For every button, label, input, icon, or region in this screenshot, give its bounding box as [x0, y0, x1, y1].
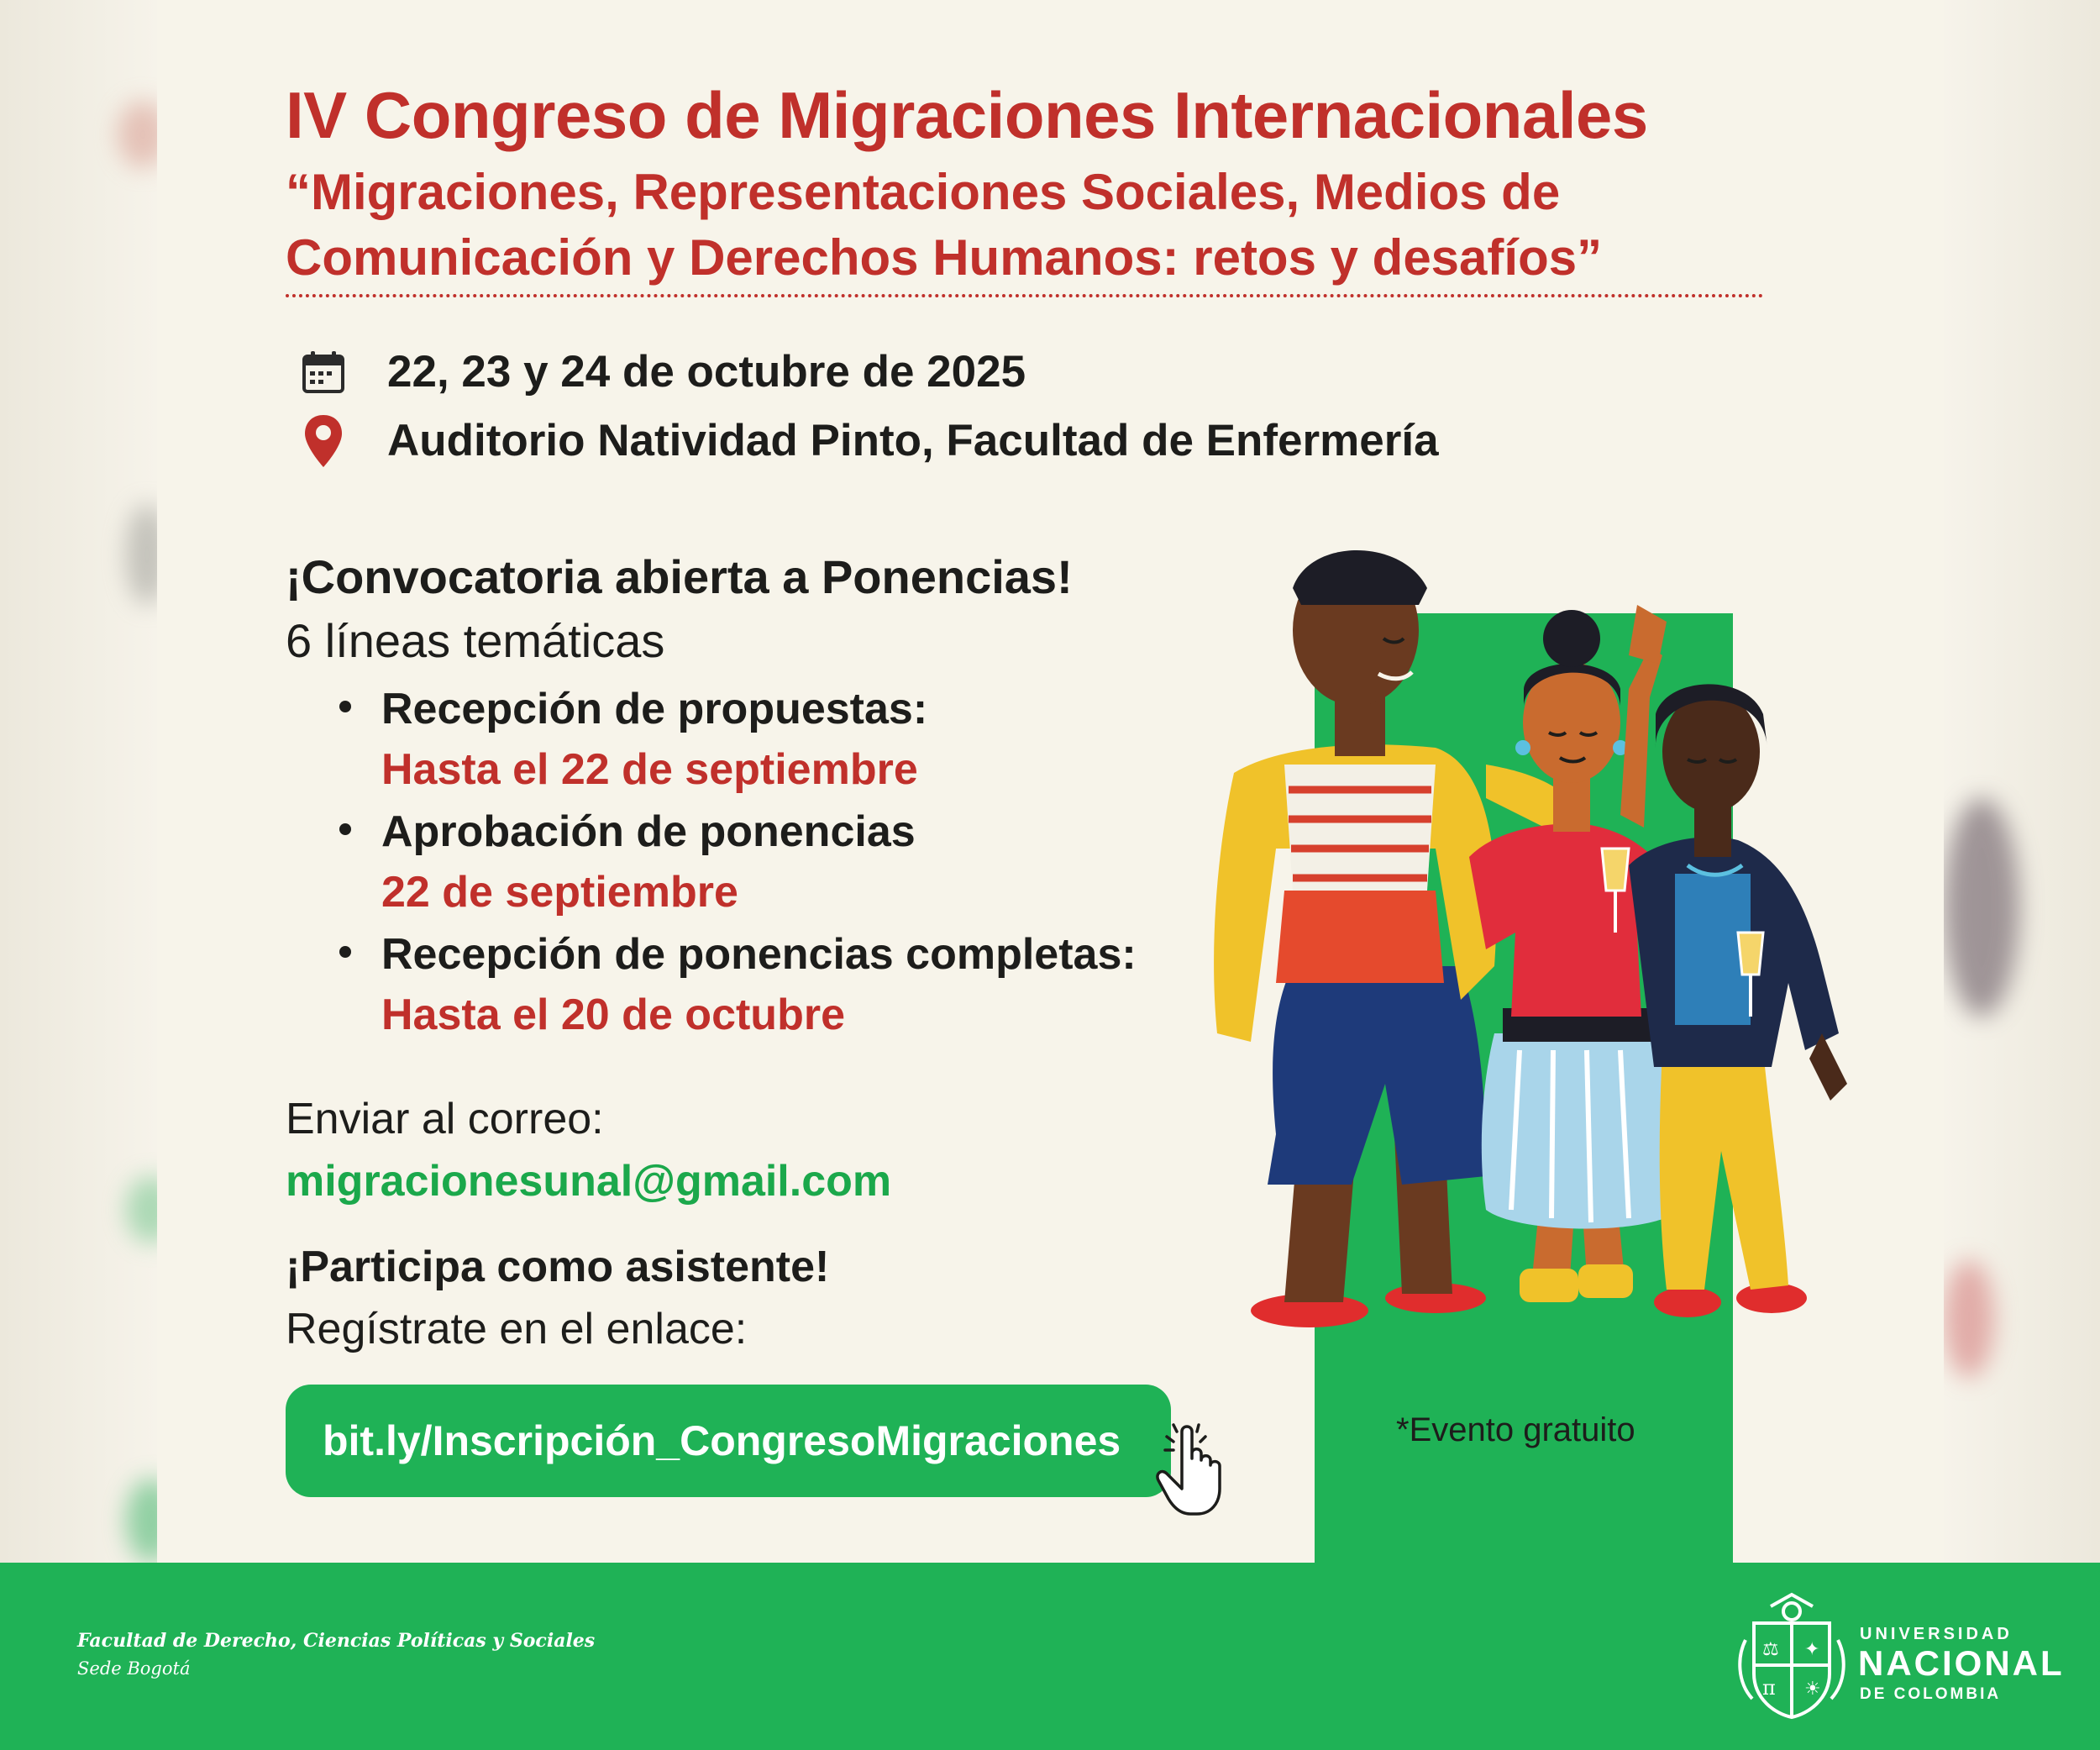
event-poster — [157, 0, 1944, 1563]
milestone-label: Recepción de propuestas: — [381, 685, 928, 733]
congress-title: IV Congreso de Migraciones Internacionales — [286, 78, 1648, 152]
register-label: Regístrate en el enlace: — [286, 1305, 748, 1353]
illustration-three-people — [1184, 496, 1872, 1336]
congress-subtitle — [286, 160, 1781, 291]
location-pin-icon — [298, 416, 349, 466]
university-seal-icon — [1737, 1590, 1846, 1721]
university-name-main: NACIONAL — [1858, 1643, 2065, 1683]
milestone-label: Aprobación de ponencias — [381, 807, 916, 856]
footer-bar — [0, 1563, 2100, 1750]
milestone-date: Hasta el 22 de septiembre — [381, 745, 918, 794]
university-name-sub: DE COLOMBIA — [1860, 1685, 2002, 1703]
subtitle-line-1: “Migraciones, Representaciones Sociales, Medios de — [286, 164, 1561, 220]
svg-text:⚖: ⚖ — [1762, 1639, 1779, 1660]
blurred-right-border — [1944, 0, 2100, 1563]
milestone-date: 22 de septiembre — [381, 868, 738, 917]
bullet-dot — [339, 701, 351, 712]
list-item — [336, 679, 1137, 801]
dotted-divider — [286, 294, 1764, 297]
registration-link-text: bit.ly/Inscripción_CongresoMigraciones — [323, 1417, 1121, 1464]
blurred-left-border — [0, 0, 157, 1563]
svg-text:✦: ✦ — [1804, 1639, 1820, 1660]
event-date-row — [298, 346, 1026, 397]
call-for-papers-heading: ¡Convocatoria abierta a Ponencias! — [286, 550, 1073, 603]
contact-email-link[interactable]: migracionesunal@gmail.com — [286, 1157, 892, 1206]
event-date: 22, 23 y 24 de octubre de 2025 — [387, 347, 1026, 397]
event-place-row — [298, 415, 1439, 466]
milestone-date: Hasta el 20 de octubre — [381, 991, 845, 1039]
list-item — [336, 801, 1137, 924]
sede-name: Sede Bogotá — [77, 1658, 191, 1679]
event-place: Auditorio Natividad Pinto, Facultad de Enfermería — [387, 416, 1439, 465]
svg-text:☀: ☀ — [1804, 1679, 1821, 1700]
subtitle-line-2: Comunicación y Derechos Humanos: retos y desafíos” — [286, 229, 1603, 286]
list-item — [336, 924, 1137, 1047]
attend-heading: ¡Participa como asistente! — [286, 1243, 830, 1291]
bullet-dot — [339, 946, 351, 958]
pointing-hand-icon — [1148, 1420, 1242, 1521]
milestone-list — [336, 679, 1137, 1047]
thematic-lines: 6 líneas temáticas — [286, 614, 665, 667]
free-event-note: *Evento gratuito — [1396, 1411, 1635, 1448]
send-email-label: Enviar al correo: — [286, 1095, 604, 1143]
bullet-dot — [339, 823, 351, 835]
registration-link-button[interactable] — [286, 1385, 1171, 1497]
calendar-icon — [298, 347, 349, 397]
milestone-label: Recepción de ponencias completas: — [381, 930, 1137, 979]
university-name-top: UNIVERSIDAD — [1860, 1625, 2013, 1643]
faculty-name: Facultad de Derecho, Ciencias Políticas y Sociales — [77, 1630, 596, 1652]
svg-text:π: π — [1762, 1676, 1776, 1700]
